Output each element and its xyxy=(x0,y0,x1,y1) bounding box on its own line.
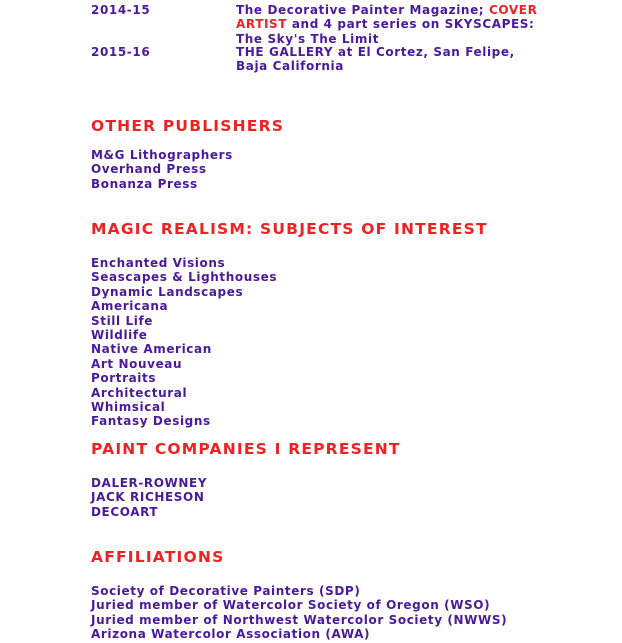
list-item: Society of Decorative Painters (SDP) xyxy=(91,584,361,598)
entry-line xyxy=(236,45,566,59)
entry-text-2015 xyxy=(236,45,566,74)
list-item: Wildlife xyxy=(91,328,148,343)
affiliations-list xyxy=(91,584,507,642)
paint-companies-list xyxy=(91,476,207,519)
entry-text-2014 xyxy=(236,3,566,46)
section-title-paint-companies: PAINT COMPANIES I REPRESENT xyxy=(91,440,401,458)
entry-line-text: The Decorative Painter Magazine; xyxy=(236,3,489,17)
entry-year-2015: 2015-16 xyxy=(91,45,151,59)
highlight-text: COVER xyxy=(489,3,538,17)
list-item: JACK RICHESON xyxy=(91,490,205,505)
entry-line-text: THE GALLERY at El Cortez, San Felipe, xyxy=(236,45,515,59)
entry-line xyxy=(236,17,566,31)
list-item: Fantasy Designs xyxy=(91,414,211,429)
publishers-list xyxy=(91,148,233,191)
list-item: DECOART xyxy=(91,504,159,519)
list-item: Art Nouveau xyxy=(91,356,183,371)
list-item: Whimsical xyxy=(91,400,166,415)
list-item: Americana xyxy=(91,299,169,314)
list-item: Architectural xyxy=(91,385,188,400)
list-item: DALER-ROWNEY xyxy=(91,476,208,490)
section-title-affiliations: AFFILIATIONS xyxy=(91,548,225,566)
list-item: Arizona Watercolor Association (AWA) xyxy=(91,627,371,642)
list-item: Overhand Press xyxy=(91,162,207,177)
entry-line xyxy=(236,3,566,17)
entry-line-text: Baja California xyxy=(236,59,344,74)
list-item: M&G Lithographers xyxy=(91,148,233,162)
entry-line-text: and 4 part series on SKYSCAPES: xyxy=(287,17,535,32)
list-item: Native American xyxy=(91,342,212,357)
list-item: Seascapes & Lighthouses xyxy=(91,270,278,285)
list-item: Enchanted Visions xyxy=(91,256,226,270)
list-item: Bonanza Press xyxy=(91,176,198,191)
list-item: Juried member of Watercolor Society of Oregon (WSO) xyxy=(91,598,491,613)
list-item: Dynamic Landscapes xyxy=(91,284,244,299)
list-item: Juried member of Northwest Watercolor Society (NWWS) xyxy=(91,612,508,627)
section-title-magic-realism: MAGIC REALISM: SUBJECTS OF INTEREST xyxy=(91,220,488,238)
subjects-list xyxy=(91,256,277,429)
highlight-text: ARTIST xyxy=(236,17,288,32)
list-item: Still Life xyxy=(91,313,154,328)
entry-line-text: The Sky's The Limit xyxy=(236,31,380,46)
list-item: Portraits xyxy=(91,371,157,386)
section-title-other-publishers: OTHER PUBLISHERS xyxy=(91,117,285,135)
entry-line xyxy=(236,59,566,73)
entry-year-2014: 2014-15 xyxy=(91,3,151,17)
